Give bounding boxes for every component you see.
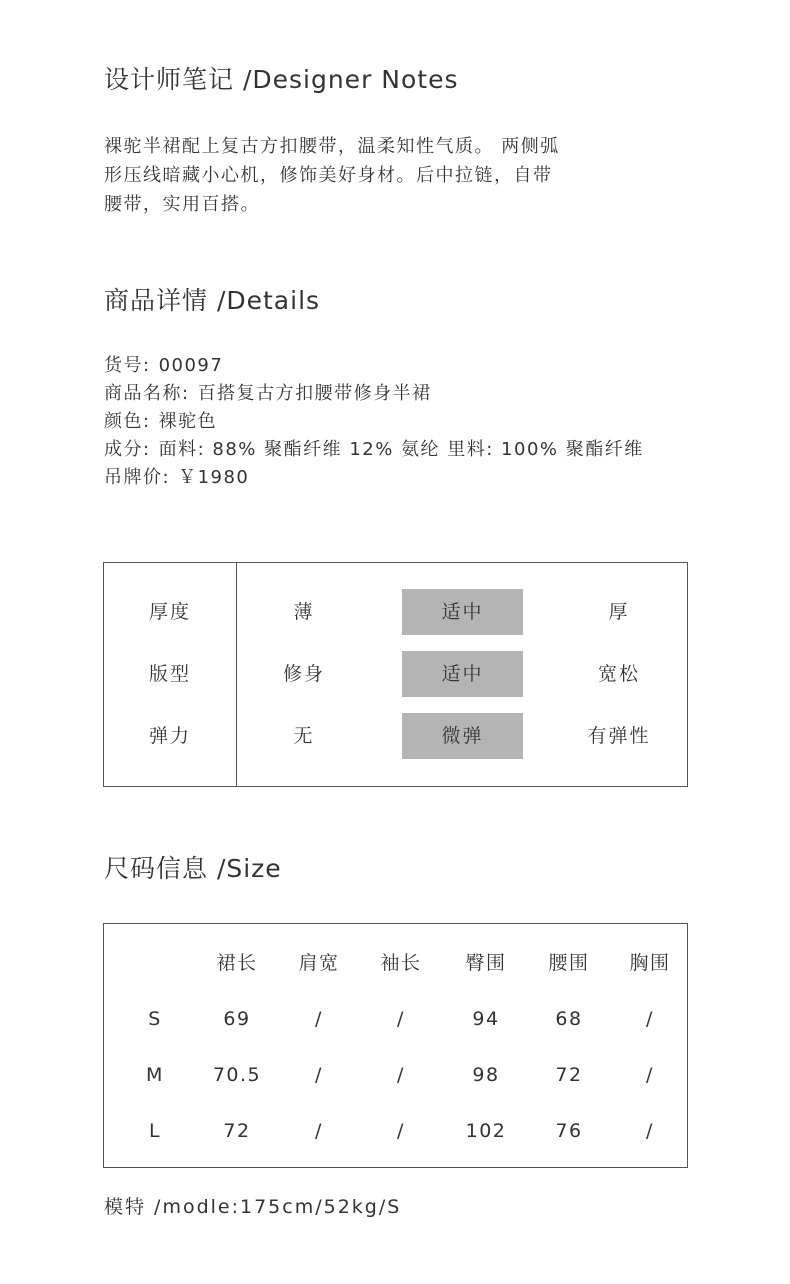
size-cell: 69 <box>223 1008 251 1030</box>
size-header: 袖长 <box>380 952 422 974</box>
size-cell: / <box>315 1008 323 1030</box>
designer-notes-line: 腰带，实用百搭。 <box>104 194 260 215</box>
size-header: 肩宽 <box>298 952 340 974</box>
detail-value: 百搭复古方扣腰带修身半裙 <box>197 383 432 404</box>
designer-notes-line: 形压线暗藏小心机，修饰美好身材。后中拉链，自带 <box>104 165 553 186</box>
size-header: 裙长 <box>216 952 258 974</box>
attribute-label-elasticity: 弹力 <box>148 725 191 747</box>
size-header: 臀围 <box>465 952 507 974</box>
detail-value: ￥1980 <box>178 467 250 488</box>
size-cell: / <box>397 1064 405 1086</box>
model-note: 模特 /modle:175cm/52kg/S <box>104 1196 402 1218</box>
size-header: 胸围 <box>629 952 671 974</box>
size-cell: 68 <box>555 1008 583 1030</box>
detail-value: 00097 <box>158 355 224 376</box>
detail-label: 颜色: <box>104 411 151 432</box>
attribute-label-fit: 版型 <box>148 663 191 685</box>
attribute-option: 有弹性 <box>587 725 651 747</box>
size-cell: 102 <box>465 1120 507 1142</box>
size-cell: / <box>315 1120 323 1142</box>
size-cell: / <box>397 1008 405 1030</box>
details-list <box>104 352 644 492</box>
size-cell: 72 <box>223 1120 251 1142</box>
detail-label: 成分: <box>104 439 151 460</box>
detail-label: 货号: <box>104 355 151 376</box>
size-cell: / <box>646 1120 654 1142</box>
attribute-option: 适中 <box>402 589 523 635</box>
designer-notes-text <box>104 132 624 219</box>
detail-item-name <box>104 380 644 408</box>
designer-notes-title: 设计师笔记 /Designer Notes <box>104 65 459 94</box>
detail-item-price <box>104 464 644 492</box>
size-cell: / <box>646 1064 654 1086</box>
size-cell: 98 <box>472 1064 500 1086</box>
detail-item-sku <box>104 352 644 380</box>
size-cell: 76 <box>555 1120 583 1142</box>
attribute-option: 薄 <box>293 601 315 623</box>
detail-label: 吊牌价: <box>104 467 171 488</box>
attribute-option: 微弹 <box>402 713 523 759</box>
size-row-label: M <box>146 1064 164 1086</box>
attribute-option: 厚 <box>608 601 630 623</box>
size-cell: 72 <box>555 1064 583 1086</box>
attribute-table <box>103 562 688 787</box>
size-cell: 70.5 <box>212 1064 262 1086</box>
attribute-option: 适中 <box>402 651 523 697</box>
size-cell: / <box>397 1120 405 1142</box>
attribute-option: 无 <box>293 725 315 747</box>
size-row-label: L <box>148 1120 162 1142</box>
detail-label: 商品名称: <box>104 383 190 404</box>
details-title: 商品详情 /Details <box>104 286 321 315</box>
attribute-label-thickness: 厚度 <box>148 601 191 623</box>
size-table <box>103 923 688 1168</box>
size-cell: / <box>646 1008 654 1030</box>
attribute-option: 修身 <box>282 663 325 685</box>
attribute-option: 宽松 <box>597 663 640 685</box>
size-header: 腰围 <box>548 952 590 974</box>
detail-value: 面料: 88% 聚酯纤维 12% 氨纶 里料: 100% 聚酯纤维 <box>158 439 644 460</box>
detail-item-material <box>104 436 644 464</box>
attribute-divider <box>236 563 237 786</box>
detail-value: 裸驼色 <box>158 411 218 432</box>
size-row-label: S <box>148 1008 162 1030</box>
detail-item-color <box>104 408 644 436</box>
size-cell: / <box>315 1064 323 1086</box>
designer-notes-line: 裸驼半裙配上复古方扣腰带，温柔知性气质。 两侧弧 <box>104 136 560 157</box>
size-title: 尺码信息 /Size <box>104 854 282 883</box>
size-cell: 94 <box>472 1008 500 1030</box>
